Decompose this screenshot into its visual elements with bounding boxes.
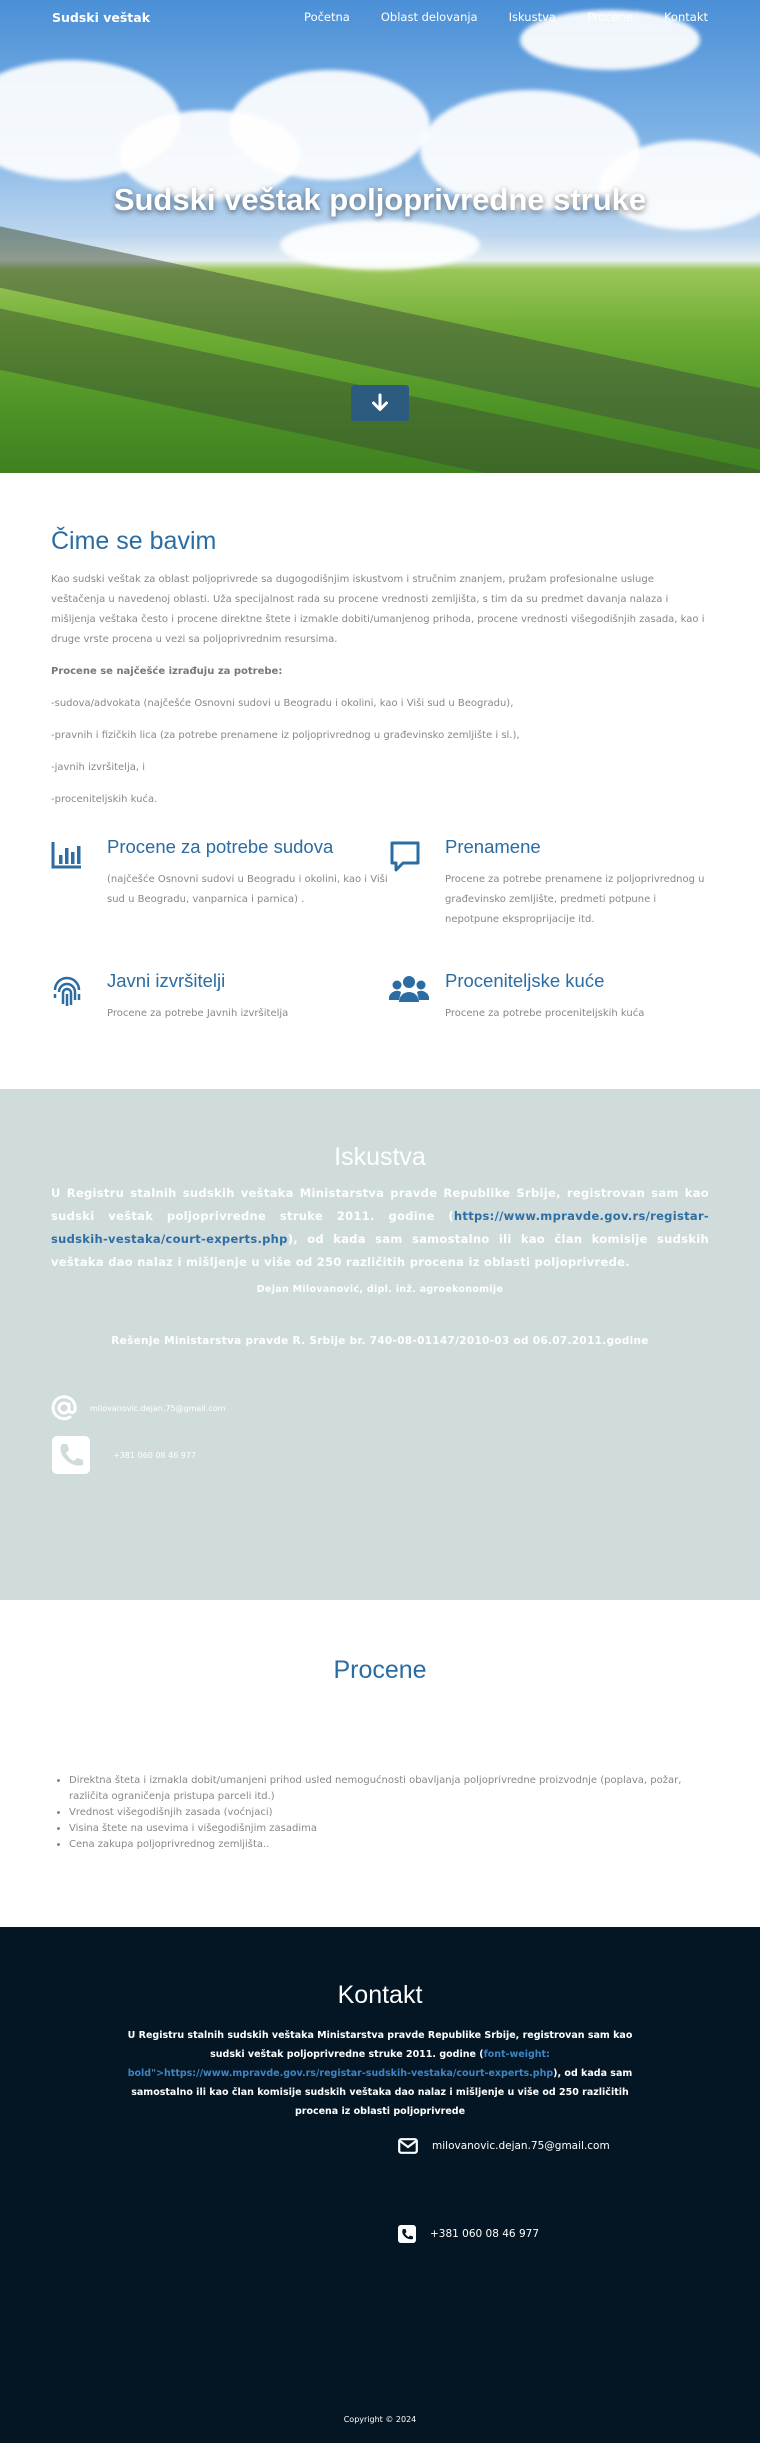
phone-square-icon [51, 1435, 91, 1475]
nav-menu [273, 10, 708, 24]
about-section [0, 473, 760, 1089]
contact-phone: +381 060 08 46 977 [430, 2228, 539, 2240]
copyright: Copyright © 2024 [343, 2415, 417, 2424]
experience-phone-row[interactable] [51, 1435, 709, 1475]
experience-text [51, 1182, 709, 1274]
about-list-item: -sudova/advokata (najčešće Osnovni sudovi u Beogradu i okolini, kao i Viši sud u Beogradu), [51, 698, 514, 709]
experience-text-before: U Registru stalnih sudskih veštaka Ministarstva pravde Republike Srbije, registrovan sam kao sudski veštak poljoprivredne struke 2011. godine ( [51, 1186, 709, 1223]
feature-title: Procenitelјske kuće [445, 970, 605, 991]
top-navigation [0, 0, 760, 34]
feature-javni-izvrsitelji [51, 970, 389, 1104]
experience-title: Iskustva [334, 1143, 426, 1171]
estimates-list [69, 1773, 689, 1853]
brand-logo[interactable]: Sudski veštak [52, 9, 151, 25]
bar-chart-icon [51, 840, 83, 870]
experience-contacts [51, 1395, 709, 1475]
experience-text-after: ), od kada sam samostalno ili kao član komisije sudskih veštaka dao nalaz i mišljenje u više od 250 različitih procena iz oblasti poljoprivrede. [51, 1232, 709, 1269]
hero-section [0, 0, 760, 473]
about-list-item: -javnih izvršitelja, i [51, 762, 146, 773]
nav-item-kontakt[interactable]: Kontakt [663, 10, 708, 24]
contact-phone-row[interactable] [398, 2225, 539, 2243]
experience-email: milovanovic.dejan.75@gmail.com [90, 1403, 226, 1413]
envelope-icon [398, 2138, 418, 2154]
arrow-down-icon [370, 393, 390, 413]
list-item: • Visina štete na usevima i višegodišnjim zasadima [69, 1821, 689, 1837]
feature-title: Javni izvršitelji [107, 970, 226, 991]
contact-email: milovanovic.dejan.75@gmail.com [432, 2140, 610, 2152]
fingerprint-icon [51, 974, 83, 1008]
contact-section [0, 1927, 760, 2443]
list-item: • Cena zakupa poljoprivrednog zemljišta.. [69, 1837, 689, 1853]
nav-item-oblast-delovanja[interactable]: Oblast delovanja [380, 10, 478, 24]
contact-title: Kontakt [337, 1981, 423, 2009]
cloud-decoration [230, 70, 430, 180]
contact-text-after: ), od kada sam samostalno ili kao član komisije sudskih veštaka dao nalaz i mišljenje u više od 250 različitih procena iz oblasti poljoprivrede [131, 2068, 633, 2117]
feature-text: Procene za potrebe prenamene iz poljoprivrednog u građevinsko zemljište, predmeti potpune i nepotpune eksproprijacije itd. [445, 874, 705, 925]
contact-email-row[interactable] [398, 2138, 610, 2154]
registry-link[interactable]: https://www.mpravde.gov.rs/registar-sudskih-vestaka/court-experts.php [51, 1209, 709, 1246]
comment-icon [389, 840, 421, 874]
cloud-decoration [280, 220, 480, 270]
contact-text [113, 2026, 648, 2121]
contact-text-before: U Registru stalnih sudskih veštaka Ministarstva pravde Republike Srbije, registrovan sam kao sudski veštak poljoprivredne struke 2011. godine ( [127, 2030, 633, 2060]
list-item: • Direktna šteta i izmakla dobit/umanjeni prihod usled nemogućnosti obavljanja poljoprivredne proizvodnje (poplava, požar, različita ograničenja pristupa parceli itd.) [69, 1773, 689, 1805]
nav-item-procene[interactable]: Procene [586, 10, 633, 24]
nav-item-pocetna[interactable]: Početna [304, 10, 350, 24]
feature-text: (najčešće Osnovni sudovi u Beogradu i okolini, kao i Viši sud u Beogradu, vanparnica i parnica) . [107, 874, 388, 905]
experience-signature: Dejan Milovanović, dipl. inž. agroekonomije [256, 1284, 504, 1295]
estimates-section [0, 1600, 760, 1927]
feature-sudovi [51, 836, 389, 970]
about-list-item: -pravnih i fizičkih lica (za potrebe prenamene iz poljoprivrednog u građevinsko zemljište i sl.), [51, 730, 520, 741]
feature-text: Procene za potrebe procenitelјskih kuća [445, 1008, 645, 1019]
experience-phone: +381 060 08 46 977 [113, 1450, 197, 1460]
about-list-item: -procenitelјskih kuća. [51, 794, 158, 805]
scroll-down-button[interactable] [351, 385, 409, 421]
contact-registry-link[interactable]: font-weight: bold">https://www.mpravde.gov.rs/registar-sudskih-vestaka/court-experts.php [127, 2049, 554, 2079]
at-sign-icon [51, 1395, 77, 1421]
feature-title: Prenamene [445, 836, 541, 857]
features-grid [51, 836, 709, 1104]
experience-section [0, 1089, 760, 1600]
feature-prenamene [389, 836, 709, 970]
feature-proceniteljske-kuce [389, 970, 709, 1104]
about-subtitle: Procene se najčešće izrađuju za potrebe: [51, 666, 283, 677]
about-title: Čime se bavim [51, 527, 217, 555]
list-item: • Vrednost višegodišnjih zasada (voćnjaci) [69, 1805, 689, 1821]
feature-text: Procene za potrebe Javnih izvršitelja [107, 1008, 289, 1019]
feature-title: Procene za potrebe sudova [107, 836, 334, 857]
estimates-title: Procene [333, 1656, 427, 1684]
phone-square-icon [398, 2225, 416, 2243]
hero-title: Sudski veštak poljoprivredne struke [113, 182, 647, 217]
about-intro: Kao sudski veštak za oblast poljoprivrede sa dugogodišnjim iskustvom i stručnim znanjem, pružam profesionalne usluge veštačenja u navedenoj oblasti. Uža specijalnost rada su procene vrednosti zemljišta, s tim da su predmet davanja nalaza i mišljenja veštaka često i procene direktne štete i izmakle dobiti/umanjenog prihoda, procene vrednosti višegodišnjih zasada, kao i druge vrste procena u vezi sa poljoprivrednim resursima. [51, 574, 705, 645]
experience-email-row[interactable] [51, 1395, 709, 1421]
users-icon [389, 974, 429, 1004]
experience-resenje: Rešenje Ministarstva pravde R. Srbije br. 740-08-01147/2010-03 od 06.07.2011.godine [111, 1335, 649, 1347]
nav-item-iskustva[interactable]: Iskustva [508, 10, 556, 24]
